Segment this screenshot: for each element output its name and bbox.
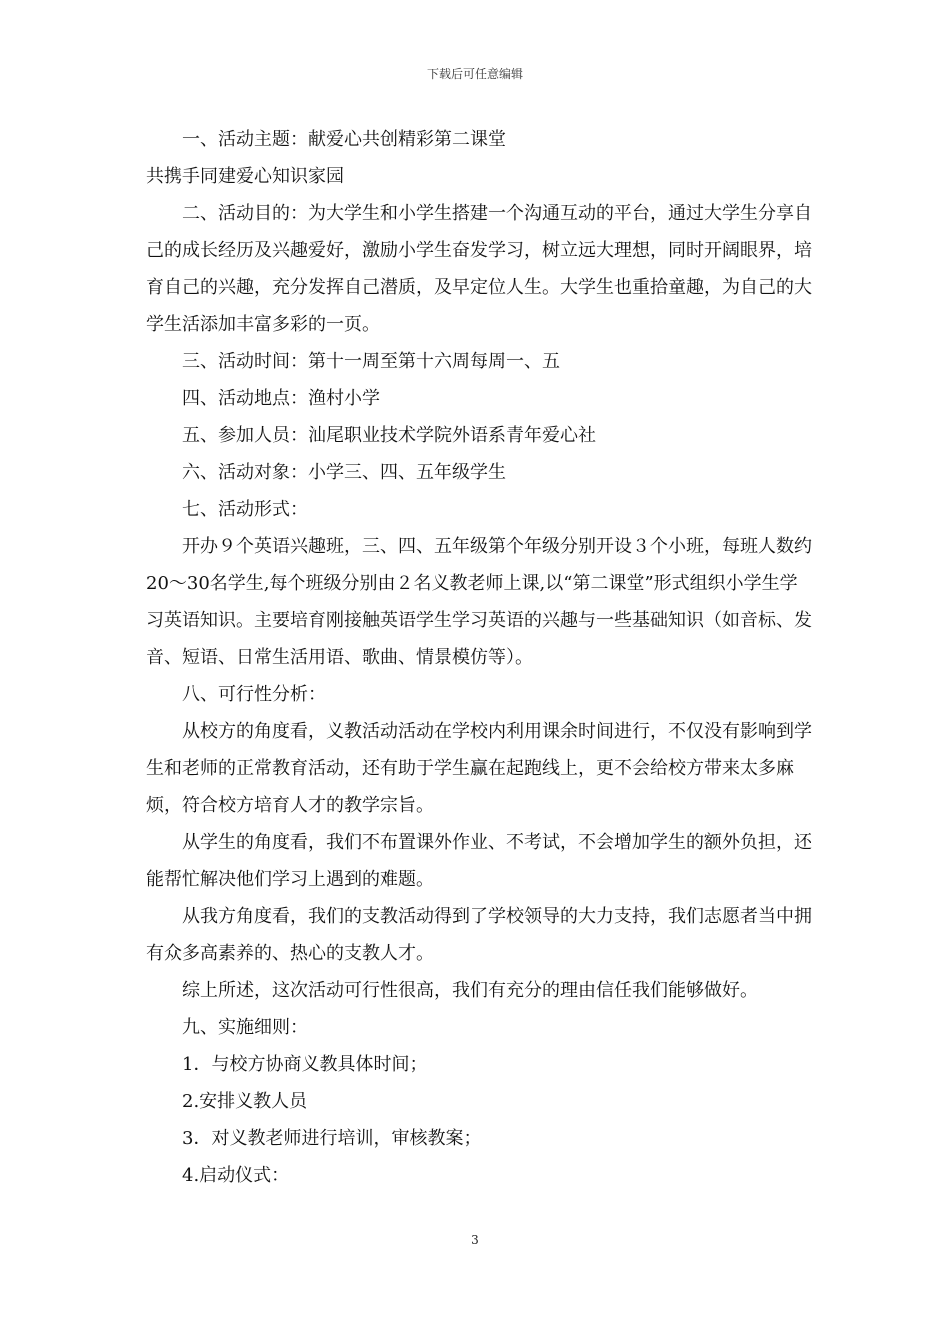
paragraph-theme: 一、活动主题：献爱心共创精彩第二课堂 [182, 129, 506, 150]
paragraph-our-view: 从我方角度看，我们的支教活动得到了学校领导的大力支持，我们志愿者当中拥有众多高素养的、热心的支教人才。 [146, 906, 812, 964]
paragraph-feasibility-heading: 八、可行性分析： [182, 684, 326, 705]
paragraph-summary: 综上所述，这次活动可行性很高，我们有充分的理由信任我们能够做好。 [182, 980, 758, 1001]
paragraph-purpose: 二、活动目的：为大学生和小学生搭建一个沟通互动的平台，通过大学生分享自己的成长经历及兴趣爱好，激励小学生奋发学习，树立远大理想，同时开阔眼界，培育自己的兴趣，充分发挥自己潜质，及早定位人生。大学生也重拾童趣，为自己的大学生活添加丰富多彩的一页。 [146, 203, 812, 335]
document-body [146, 121, 812, 1194]
paragraph-slogan: 共携手同建爱心知识家园 [146, 166, 344, 187]
paragraph-form-heading: 七、活动形式： [182, 499, 308, 520]
paragraph-participants: 五、参加人员：汕尾职业技术学院外语系青年爱心社 [182, 425, 596, 446]
page-header: 下载后可任意编辑 [426, 67, 523, 81]
list-item-3: 3．对义教老师进行培训，审核教案； [182, 1128, 482, 1149]
paragraph-form-body: 开办９个英语兴趣班，三、四、五年级第个年级分别开设３个小班，每班人数约20～30名学生,每个班级分别由２名义教老师上课,以“第二课堂”形式组织小学生学习英语知识。主要培育刚接触英语学生学习英语的兴趣与一些基础知识（如音标、发音、短语、日常生活用语、歌曲、情景模仿等）。 [146, 536, 812, 668]
paragraph-target: 六、活动对象：小学三、四、五年级学生 [182, 462, 506, 483]
page-number: 3 [471, 1233, 479, 1247]
paragraph-school-view: 从校方的角度看，义教活动活动在学校内利用课余时间进行，不仅没有影响到学生和老师的正常教育活动，还有助于学生赢在起跑线上，更不会给校方带来太多麻烦，符合校方培育人才的教学宗旨。 [146, 721, 812, 816]
list-item-4: 4.启动仪式： [182, 1165, 290, 1186]
paragraph-location: 四、活动地点：渔村小学 [182, 388, 380, 409]
paragraph-rules-heading: 九、实施细则： [182, 1017, 308, 1038]
list-item-2: 2.安排义教人员 [182, 1091, 308, 1112]
paragraph-time: 三、活动时间：第十一周至第十六周每周一、五 [182, 351, 560, 372]
paragraph-student-view: 从学生的角度看，我们不布置课外作业、不考试，不会增加学生的额外负担，还能帮忙解决他们学习上遇到的难题。 [146, 832, 812, 890]
list-item-1: 1．与校方协商义教具体时间； [182, 1054, 428, 1075]
